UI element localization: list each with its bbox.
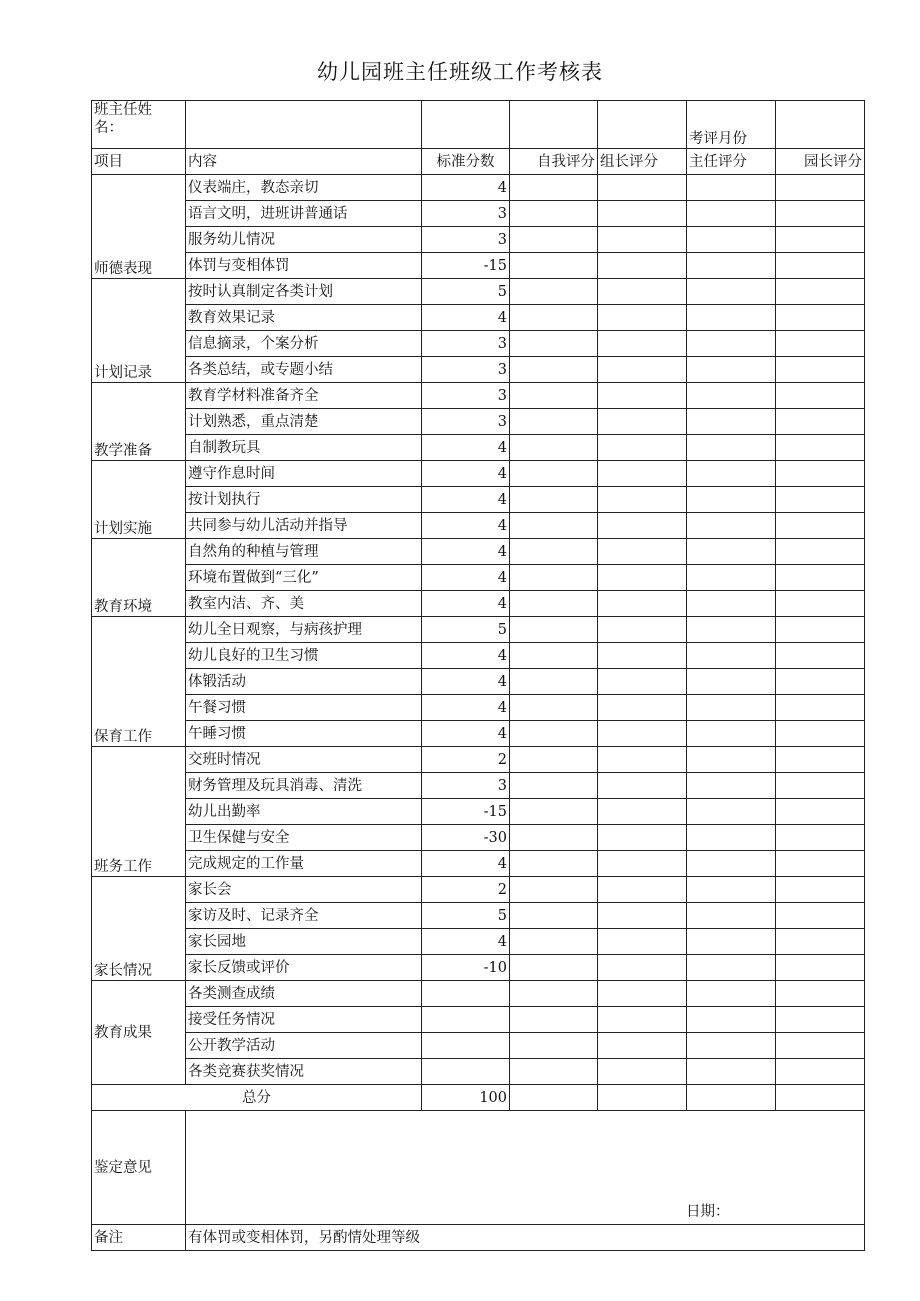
table-row [92,383,865,409]
group-score-cell[interactable] [598,253,687,279]
content-cell: 家长会 [186,877,422,903]
principal-score-cell[interactable] [776,851,865,877]
table-row [92,357,865,383]
table-row [92,227,865,253]
principal-score-cell[interactable] [776,175,865,201]
director-score-cell[interactable] [687,643,776,669]
principal-score-cell[interactable] [776,201,865,227]
director-score-cell[interactable] [687,435,776,461]
table-row [92,461,865,487]
table-row [92,487,865,513]
director-score-cell[interactable] [687,357,776,383]
director-score-cell[interactable] [687,1007,776,1033]
standard-score-cell: 4 [422,591,510,617]
content-cell: 教育学材料准备齐全 [186,383,422,409]
table-row [92,331,865,357]
principal-score-cell[interactable] [776,747,865,773]
self-score-cell[interactable] [510,487,598,513]
content-cell: 各类测查成绩 [186,981,422,1007]
table-row [92,591,865,617]
self-score-cell[interactable] [510,981,598,1007]
standard-score-cell [422,1033,510,1059]
standard-score-cell: 4 [422,435,510,461]
self-score-cell[interactable] [510,929,598,955]
section-label: 计划记录 [92,279,186,383]
group-score-cell[interactable] [598,617,687,643]
standard-score-cell: 4 [422,695,510,721]
self-score-cell[interactable] [510,877,598,903]
principal-score-cell[interactable] [776,435,865,461]
content-cell: 午睡习惯 [186,721,422,747]
director-score-cell[interactable] [687,591,776,617]
content-cell: 完成规定的工作量 [186,851,422,877]
content-cell: 各类总结，或专题小结 [186,357,422,383]
content-cell: 卫生保健与安全 [186,825,422,851]
teacher-info-row [92,101,865,149]
section-label: 保育工作 [92,617,186,747]
content-cell: 接受任务情况 [186,1007,422,1033]
content-cell: 仪表端庄，教态亲切 [186,175,422,201]
table-row [92,617,865,643]
group-score-cell[interactable] [598,487,687,513]
principal-score-cell[interactable] [776,331,865,357]
standard-score-cell: -30 [422,825,510,851]
total-label: 总分 [92,1085,422,1111]
opinion-row [92,1111,865,1225]
group-score-cell[interactable] [598,279,687,305]
standard-score-cell: 4 [422,487,510,513]
content-cell: 共同参与幼儿活动并指导 [186,513,422,539]
self-score-cell[interactable] [510,695,598,721]
remark-text: 有体罚或变相体罚，另酌情处理等级 [186,1225,865,1251]
date-label: 日期： [686,1204,730,1220]
content-cell: 公开教学活动 [186,1033,422,1059]
month-label: 考评月份 [687,101,776,149]
self-score-cell[interactable] [510,565,598,591]
group-score-cell[interactable] [598,643,687,669]
content-cell: 家访及时、记录齐全 [186,903,422,929]
table-body [92,101,865,1251]
self-score-cell[interactable] [510,1059,598,1085]
self-score-cell[interactable] [510,409,598,435]
principal-score-cell[interactable] [776,643,865,669]
group-score-cell[interactable] [598,851,687,877]
principal-score-cell[interactable] [776,1007,865,1033]
principal-score-cell[interactable] [776,513,865,539]
standard-score-cell: 3 [422,357,510,383]
self-score-cell[interactable] [510,539,598,565]
self-score-cell[interactable] [510,331,598,357]
header-blank-cell [510,101,598,149]
self-score-cell[interactable] [510,799,598,825]
principal-score-cell[interactable] [776,955,865,981]
month-field[interactable] [776,101,865,149]
table-row [92,565,865,591]
self-score-cell[interactable] [510,279,598,305]
standard-score-cell: 3 [422,409,510,435]
col-self: 自我评分 [510,149,598,175]
director-score-cell[interactable] [687,903,776,929]
content-cell: 教室内洁、齐、美 [186,591,422,617]
group-total-cell[interactable] [598,1085,687,1111]
director-score-cell[interactable] [687,773,776,799]
header-blank-cell [598,101,687,149]
group-score-cell[interactable] [598,513,687,539]
table-row [92,955,865,981]
col-director: 主任评分 [687,149,776,175]
standard-score-cell: 4 [422,643,510,669]
self-score-cell[interactable] [510,825,598,851]
principal-score-cell[interactable] [776,383,865,409]
principal-score-cell[interactable] [776,487,865,513]
group-score-cell[interactable] [598,721,687,747]
director-score-cell[interactable] [687,747,776,773]
group-score-cell[interactable] [598,1059,687,1085]
standard-score-cell: 2 [422,747,510,773]
group-score-cell[interactable] [598,409,687,435]
principal-score-cell[interactable] [776,357,865,383]
group-score-cell[interactable] [598,929,687,955]
self-score-cell[interactable] [510,591,598,617]
group-score-cell[interactable] [598,539,687,565]
content-cell: 环境布置做到“三化” [186,565,422,591]
principal-score-cell[interactable] [776,253,865,279]
group-score-cell[interactable] [598,357,687,383]
table-row [92,721,865,747]
self-score-cell[interactable] [510,305,598,331]
content-cell: 语言文明，进班讲普通话 [186,201,422,227]
principal-score-cell[interactable] [776,591,865,617]
director-score-cell[interactable] [687,513,776,539]
director-score-cell[interactable] [687,539,776,565]
teacher-name-field[interactable] [186,101,422,149]
table-row [92,669,865,695]
standard-score-cell: 4 [422,305,510,331]
director-score-cell[interactable] [687,1033,776,1059]
section-label: 班务工作 [92,747,186,877]
content-cell: 家长反馈或评价 [186,955,422,981]
content-cell: 自制教玩具 [186,435,422,461]
principal-total-cell[interactable] [776,1085,865,1111]
director-score-cell[interactable] [687,929,776,955]
table-row [92,305,865,331]
section-label: 师德表现 [92,175,186,279]
teacher-name-label-line2: 名： [94,120,123,136]
self-score-cell[interactable] [510,357,598,383]
content-cell: 自然角的种植与管理 [186,539,422,565]
self-score-cell[interactable] [510,643,598,669]
director-score-cell[interactable] [687,201,776,227]
principal-score-cell[interactable] [776,305,865,331]
group-score-cell[interactable] [598,825,687,851]
content-cell: 交班时情况 [186,747,422,773]
table-row [92,1007,865,1033]
teacher-name-label-line1: 班主任姓 [94,102,152,118]
standard-score-cell: -15 [422,253,510,279]
opinion-label: 鉴定意见 [92,1111,186,1225]
content-cell: 教育效果记录 [186,305,422,331]
self-score-cell[interactable] [510,721,598,747]
director-score-cell[interactable] [687,409,776,435]
table-row [92,825,865,851]
self-score-cell[interactable] [510,383,598,409]
group-score-cell[interactable] [598,461,687,487]
self-score-cell[interactable] [510,903,598,929]
principal-score-cell[interactable] [776,799,865,825]
col-standard: 标准分数 [422,149,510,175]
content-cell: 财务管理及玩具消毒、清洗 [186,773,422,799]
director-score-cell[interactable] [687,1059,776,1085]
standard-score-cell [422,1007,510,1033]
principal-score-cell[interactable] [776,981,865,1007]
col-content: 内容 [186,149,422,175]
group-score-cell[interactable] [598,799,687,825]
table-row [92,929,865,955]
content-cell: 各类竞赛获奖情况 [186,1059,422,1085]
group-score-cell[interactable] [598,201,687,227]
total-row [92,1085,865,1111]
standard-score-cell [422,981,510,1007]
group-score-cell[interactable] [598,565,687,591]
content-cell: 体罚与变相体罚 [186,253,422,279]
director-score-cell[interactable] [687,383,776,409]
principal-score-cell[interactable] [776,1033,865,1059]
standard-score-cell: 4 [422,539,510,565]
self-score-cell[interactable] [510,201,598,227]
self-score-cell[interactable] [510,227,598,253]
teacher-name-label [92,101,186,149]
principal-score-cell[interactable] [776,565,865,591]
group-score-cell[interactable] [598,435,687,461]
principal-score-cell[interactable] [776,877,865,903]
standard-score-cell: 5 [422,279,510,305]
table-row [92,175,865,201]
table-row [92,201,865,227]
director-score-cell[interactable] [687,981,776,1007]
self-score-cell[interactable] [510,461,598,487]
group-score-cell[interactable] [598,1033,687,1059]
group-score-cell[interactable] [598,175,687,201]
standard-score-cell: 4 [422,851,510,877]
table-row [92,253,865,279]
self-score-cell[interactable] [510,773,598,799]
content-cell: 幼儿出勤率 [186,799,422,825]
standard-score-cell: 2 [422,877,510,903]
director-score-cell[interactable] [687,851,776,877]
standard-score-cell: 4 [422,721,510,747]
group-score-cell[interactable] [598,981,687,1007]
self-score-cell[interactable] [510,513,598,539]
content-cell: 按时认真制定各类计划 [186,279,422,305]
table-row [92,279,865,305]
self-score-cell[interactable] [510,253,598,279]
table-row [92,799,865,825]
director-score-cell[interactable] [687,227,776,253]
director-score-cell[interactable] [687,721,776,747]
col-principal: 园长评分 [776,149,865,175]
table-row [92,435,865,461]
principal-score-cell[interactable] [776,929,865,955]
group-score-cell[interactable] [598,305,687,331]
remark-row [92,1225,865,1251]
standard-score-cell: 3 [422,201,510,227]
standard-score-cell: 5 [422,903,510,929]
self-score-cell[interactable] [510,617,598,643]
total-score: 100 [422,1085,510,1111]
principal-score-cell[interactable] [776,539,865,565]
director-score-cell[interactable] [687,175,776,201]
standard-score-cell: -10 [422,955,510,981]
table-row [92,695,865,721]
group-score-cell[interactable] [598,591,687,617]
principal-score-cell[interactable] [776,409,865,435]
director-score-cell[interactable] [687,331,776,357]
column-header-row [92,149,865,175]
content-cell: 家长园地 [186,929,422,955]
self-total-cell[interactable] [510,1085,598,1111]
standard-score-cell: 3 [422,227,510,253]
principal-score-cell[interactable] [776,721,865,747]
standard-score-cell: 4 [422,929,510,955]
standard-score-cell: 3 [422,773,510,799]
standard-score-cell: 4 [422,175,510,201]
section-label: 家长情况 [92,877,186,981]
standard-score-cell: 4 [422,513,510,539]
self-score-cell[interactable] [510,1007,598,1033]
group-score-cell[interactable] [598,1007,687,1033]
principal-score-cell[interactable] [776,695,865,721]
table-row [92,747,865,773]
content-cell: 午餐习惯 [186,695,422,721]
standard-score-cell: 5 [422,617,510,643]
group-score-cell[interactable] [598,877,687,903]
self-score-cell[interactable] [510,955,598,981]
content-cell: 体锻活动 [186,669,422,695]
content-cell: 服务幼儿情况 [186,227,422,253]
remark-label: 备注 [92,1225,186,1251]
principal-score-cell[interactable] [776,461,865,487]
group-score-cell[interactable] [598,227,687,253]
content-cell: 信息摘录，个案分析 [186,331,422,357]
table-row [92,773,865,799]
self-score-cell[interactable] [510,669,598,695]
standard-score-cell: -15 [422,799,510,825]
table-row [92,877,865,903]
group-score-cell[interactable] [598,669,687,695]
director-score-cell[interactable] [687,279,776,305]
content-cell: 遵守作息时间 [186,461,422,487]
principal-score-cell[interactable] [776,669,865,695]
standard-score-cell: 4 [422,461,510,487]
section-label: 教育环境 [92,539,186,617]
content-cell: 计划熟悉，重点清楚 [186,409,422,435]
director-score-cell[interactable] [687,487,776,513]
group-score-cell[interactable] [598,747,687,773]
assessment-table [91,100,865,1251]
group-score-cell[interactable] [598,773,687,799]
group-score-cell[interactable] [598,695,687,721]
principal-score-cell[interactable] [776,1059,865,1085]
self-score-cell[interactable] [510,747,598,773]
standard-score-cell [422,1059,510,1085]
table-row [92,409,865,435]
content-cell: 按计划执行 [186,487,422,513]
director-score-cell[interactable] [687,305,776,331]
principal-score-cell[interactable] [776,773,865,799]
content-cell: 幼儿全日观察，与病孩护理 [186,617,422,643]
standard-score-cell: 3 [422,383,510,409]
section-label: 计划实施 [92,461,186,539]
director-score-cell[interactable] [687,695,776,721]
principal-score-cell[interactable] [776,825,865,851]
standard-score-cell: 3 [422,331,510,357]
table-row [92,1059,865,1085]
group-score-cell[interactable] [598,331,687,357]
director-score-cell[interactable] [687,877,776,903]
standard-score-cell: 4 [422,565,510,591]
director-score-cell[interactable] [687,799,776,825]
self-score-cell[interactable] [510,1033,598,1059]
director-total-cell[interactable] [687,1085,776,1111]
self-score-cell[interactable] [510,175,598,201]
principal-score-cell[interactable] [776,617,865,643]
self-score-cell[interactable] [510,435,598,461]
opinion-field[interactable] [186,1111,865,1225]
table-row [92,643,865,669]
section-label: 教育成果 [92,981,186,1085]
group-score-cell[interactable] [598,903,687,929]
table-row [92,1033,865,1059]
section-label: 教学准备 [92,383,186,461]
table-row [92,981,865,1007]
header-blank-cell [422,101,510,149]
table-row [92,513,865,539]
table-row [92,539,865,565]
director-score-cell[interactable] [687,669,776,695]
director-score-cell[interactable] [687,955,776,981]
standard-score-cell: 4 [422,669,510,695]
table-row [92,903,865,929]
group-score-cell[interactable] [598,383,687,409]
director-score-cell[interactable] [687,825,776,851]
col-group: 组长评分 [598,149,687,175]
self-score-cell[interactable] [510,851,598,877]
table-row [92,851,865,877]
principal-score-cell[interactable] [776,279,865,305]
director-score-cell[interactable] [687,461,776,487]
group-score-cell[interactable] [598,955,687,981]
content-cell: 幼儿良好的卫生习惯 [186,643,422,669]
director-score-cell[interactable] [687,565,776,591]
col-item: 项目 [92,149,186,175]
director-score-cell[interactable] [687,617,776,643]
principal-score-cell[interactable] [776,903,865,929]
page-title: 幼儿园班主任班级工作考核表 [317,60,603,84]
principal-score-cell[interactable] [776,227,865,253]
director-score-cell[interactable] [687,253,776,279]
